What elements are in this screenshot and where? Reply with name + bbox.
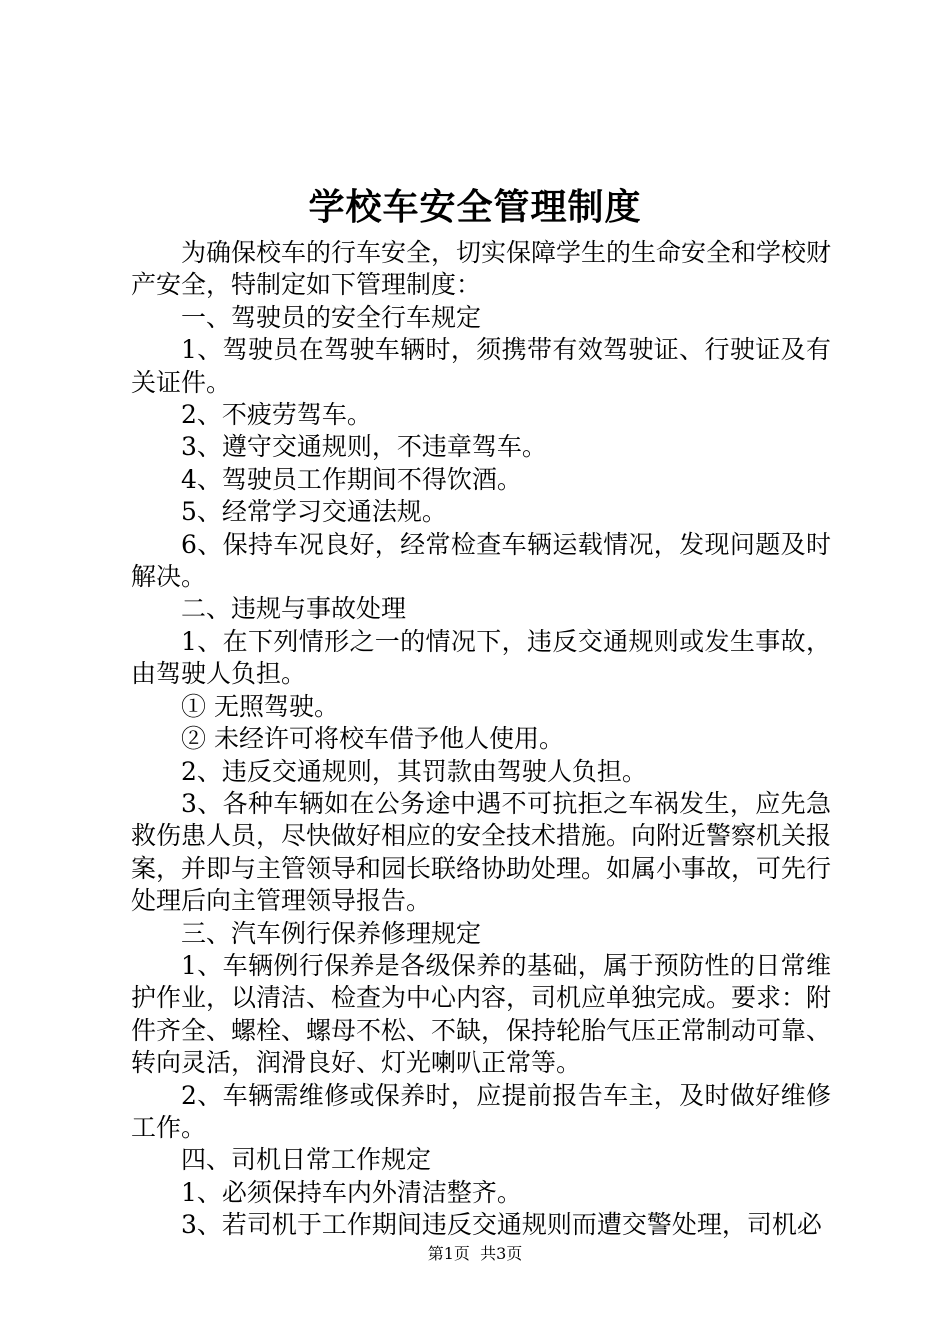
paragraph: 2、车辆需维修或保养时，应提前报告车主，及时做好维修工作。 [131,1080,831,1142]
paragraph: 6、保持车况良好，经常检查车辆运载情况，发现问题及时解决。 [131,529,831,592]
section-heading: 三、汽车例行保养修理规定 [181,918,482,948]
paragraph: 3、若司机于工作期间违反交通规则而遭交警处理，司机必 [181,1210,822,1240]
paragraph: 1、在下列情形之一的情况下，违反交通规则或发生事故，由驾驶人负担。 [131,626,831,689]
section-heading: 四、司机日常工作规定 [181,1145,432,1175]
paragraph: 为确保校车的行车安全，切实保障学生的生命安全和学校财产安全，特制定如下管理制度： [131,238,832,300]
paragraph: 1、车辆例行保养是各级保养的基础，属于预防性的日常维护作业，以清洁、检查为中心内容，司机应单独完成。要求：附件齐全、螺栓、螺母不松、不缺，保持轮胎气压正常制动可靠、转向灵活，润滑良好、灯光喇叭正常等。 [131,950,832,1078]
document-body [131,237,831,1242]
paragraph: ① 无照驾驶。 [181,691,339,721]
section-heading: 二、违规与事故处理 [181,594,407,624]
paragraph: 2、不疲劳驾车。 [181,400,372,430]
paragraph: 3、各种车辆如在公务途中遇不可抗拒之车祸发生，应先急救伤患人员，尽快做好相应的安全技术措施。向附近警察机关报案，并即与主管领导和园长联络协助处理。如属小事故，可先行处理后向主管理领导报告。 [131,788,832,916]
paragraph: 2、违反交通规则，其罚款由驾驶人负担。 [181,756,647,786]
paragraph: ② 未经许可将校车借予他人使用。 [181,724,564,754]
paragraph: 4、驾驶员工作期间不得饮酒。 [181,464,522,494]
page-number: 第1页 [427,1244,470,1263]
section-heading: 一、驾驶员的安全行车规定 [181,302,482,332]
page-total: 共3页 [480,1244,523,1263]
paragraph: 5、经常学习交通法规。 [181,497,447,527]
document-title: 学校车安全管理制度 [308,187,642,228]
paragraph: 1、必须保持车内外清洁整齐。 [181,1177,522,1207]
page-footer [0,1243,950,1265]
paragraph: 3、遵守交通规则，不违章驾车。 [181,432,547,462]
paragraph: 1、驾驶员在驾驶车辆时，须携带有效驾驶证、行驶证及有关证件。 [131,335,831,397]
